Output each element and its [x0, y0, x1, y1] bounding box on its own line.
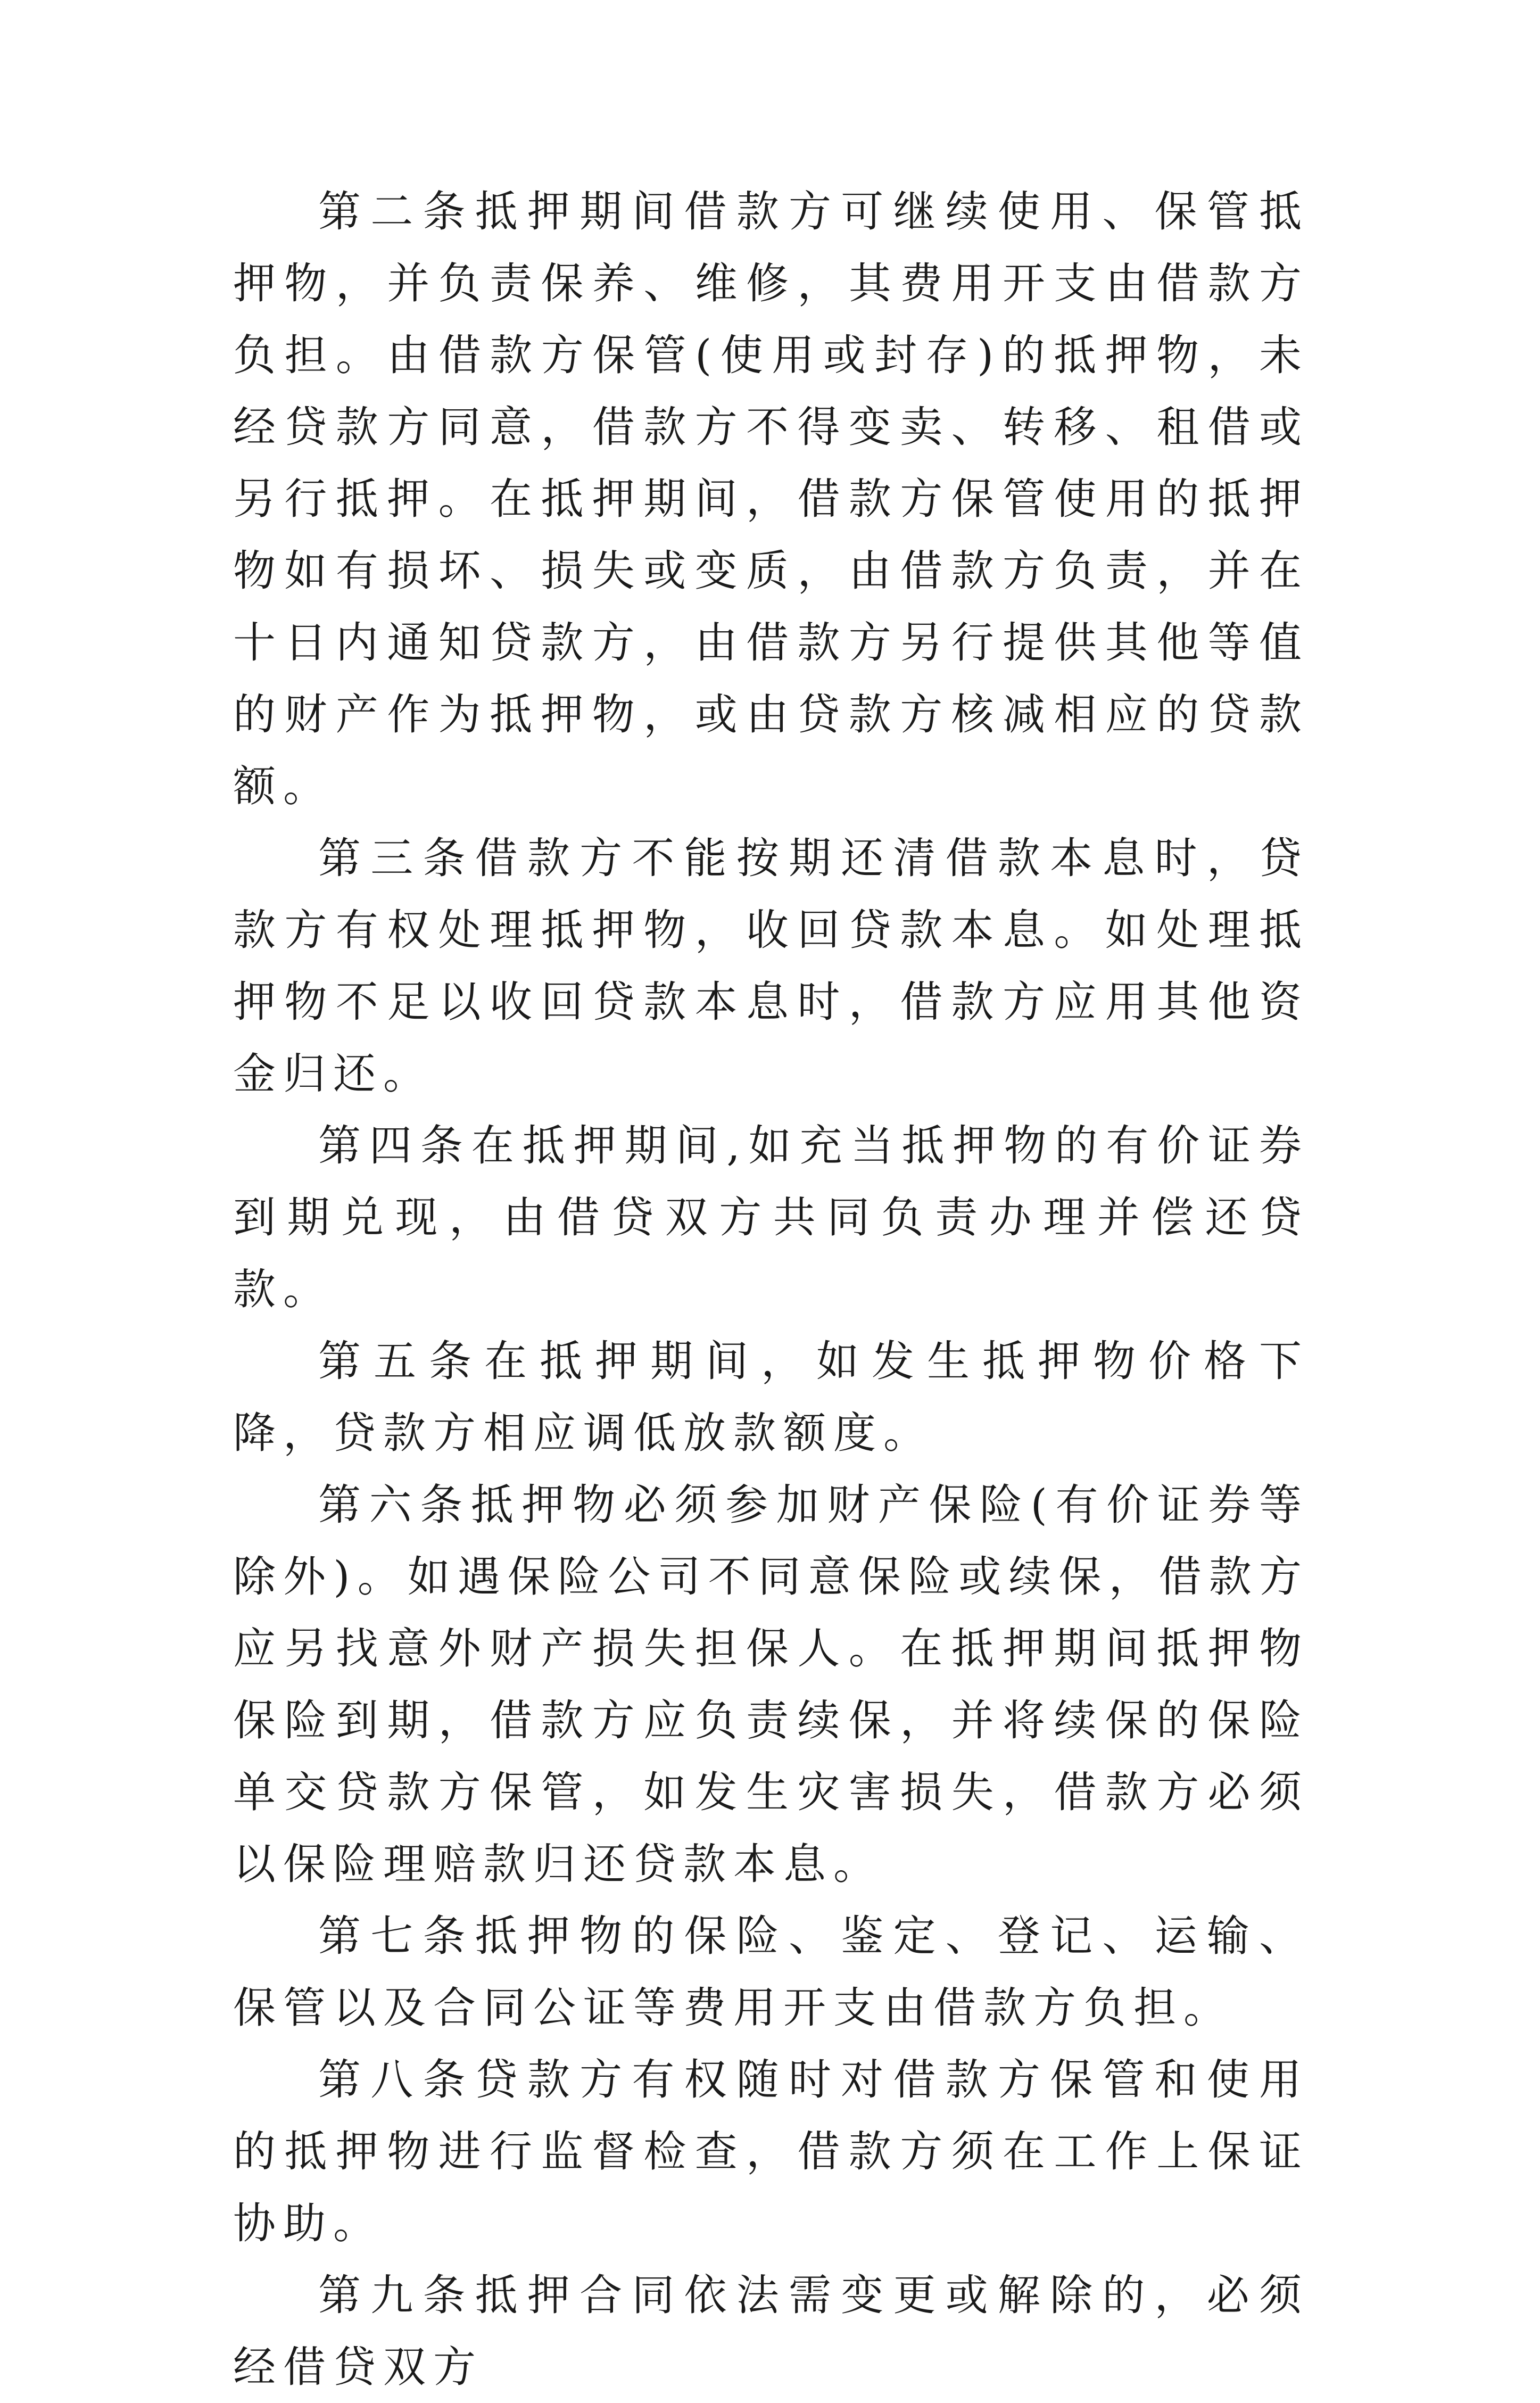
article-3-paragraph: 第三条借款方不能按期还清借款本息时，贷款方有权处理抵押物，收回贷款本息。如处理抵押物不足以收回贷款本息时，借款方应用其他资金归还。	[233, 833, 1309, 1099]
article-8-paragraph: 第八条贷款方有权随时对借款方保管和使用的抵押物进行监督检查，借款方须在工作上保证协助。	[233, 2055, 1309, 2248]
article-7-paragraph: 第七条抵押物的保险、鉴定、登记、运输、保管以及合同公证等费用开支由借款方负担。	[233, 1911, 1309, 2033]
document-body	[233, 176, 1309, 2403]
article-5-paragraph: 第五条在抵押期间，如发生抵押物价格下降，贷款方相应调低放款额度。	[233, 1336, 1309, 1458]
article-4-paragraph: 第四条在抵押期间,如充当抵押物的有价证券到期兑现，由借贷双方共同负责办理并偿还贷款。	[233, 1121, 1309, 1314]
article-6-paragraph: 第六条抵押物必须参加财产保险(有价证券等除外)。如遇保险公司不同意保险或续保，借款方应另找意外财产损失担保人。在抵押期间抵押物保险到期，借款方应负责续保，并将续保的保险单交贷款方保管，如发生灾害损失，借款方必须以保险理赔款归还贷款本息。	[233, 1480, 1309, 1889]
article-9-paragraph: 第九条抵押合同依法需变更或解除的，必须经借贷双方	[233, 2270, 1309, 2392]
article-2-paragraph: 第二条抵押期间借款方可继续使用、保管抵押物，并负责保养、维修，其费用开支由借款方负担。由借款方保管(使用或封存)的抵押物，未经贷款方同意，借款方不得变卖、转移、租借或另行抵押。在抵押期间，借款方保管使用的抵押物如有损坏、损失或变质，由借款方负责，并在十日内通知贷款方，由借款方另行提供其他等值的财产作为抵押物，或由贷款方核减相应的贷款额。	[233, 187, 1309, 811]
